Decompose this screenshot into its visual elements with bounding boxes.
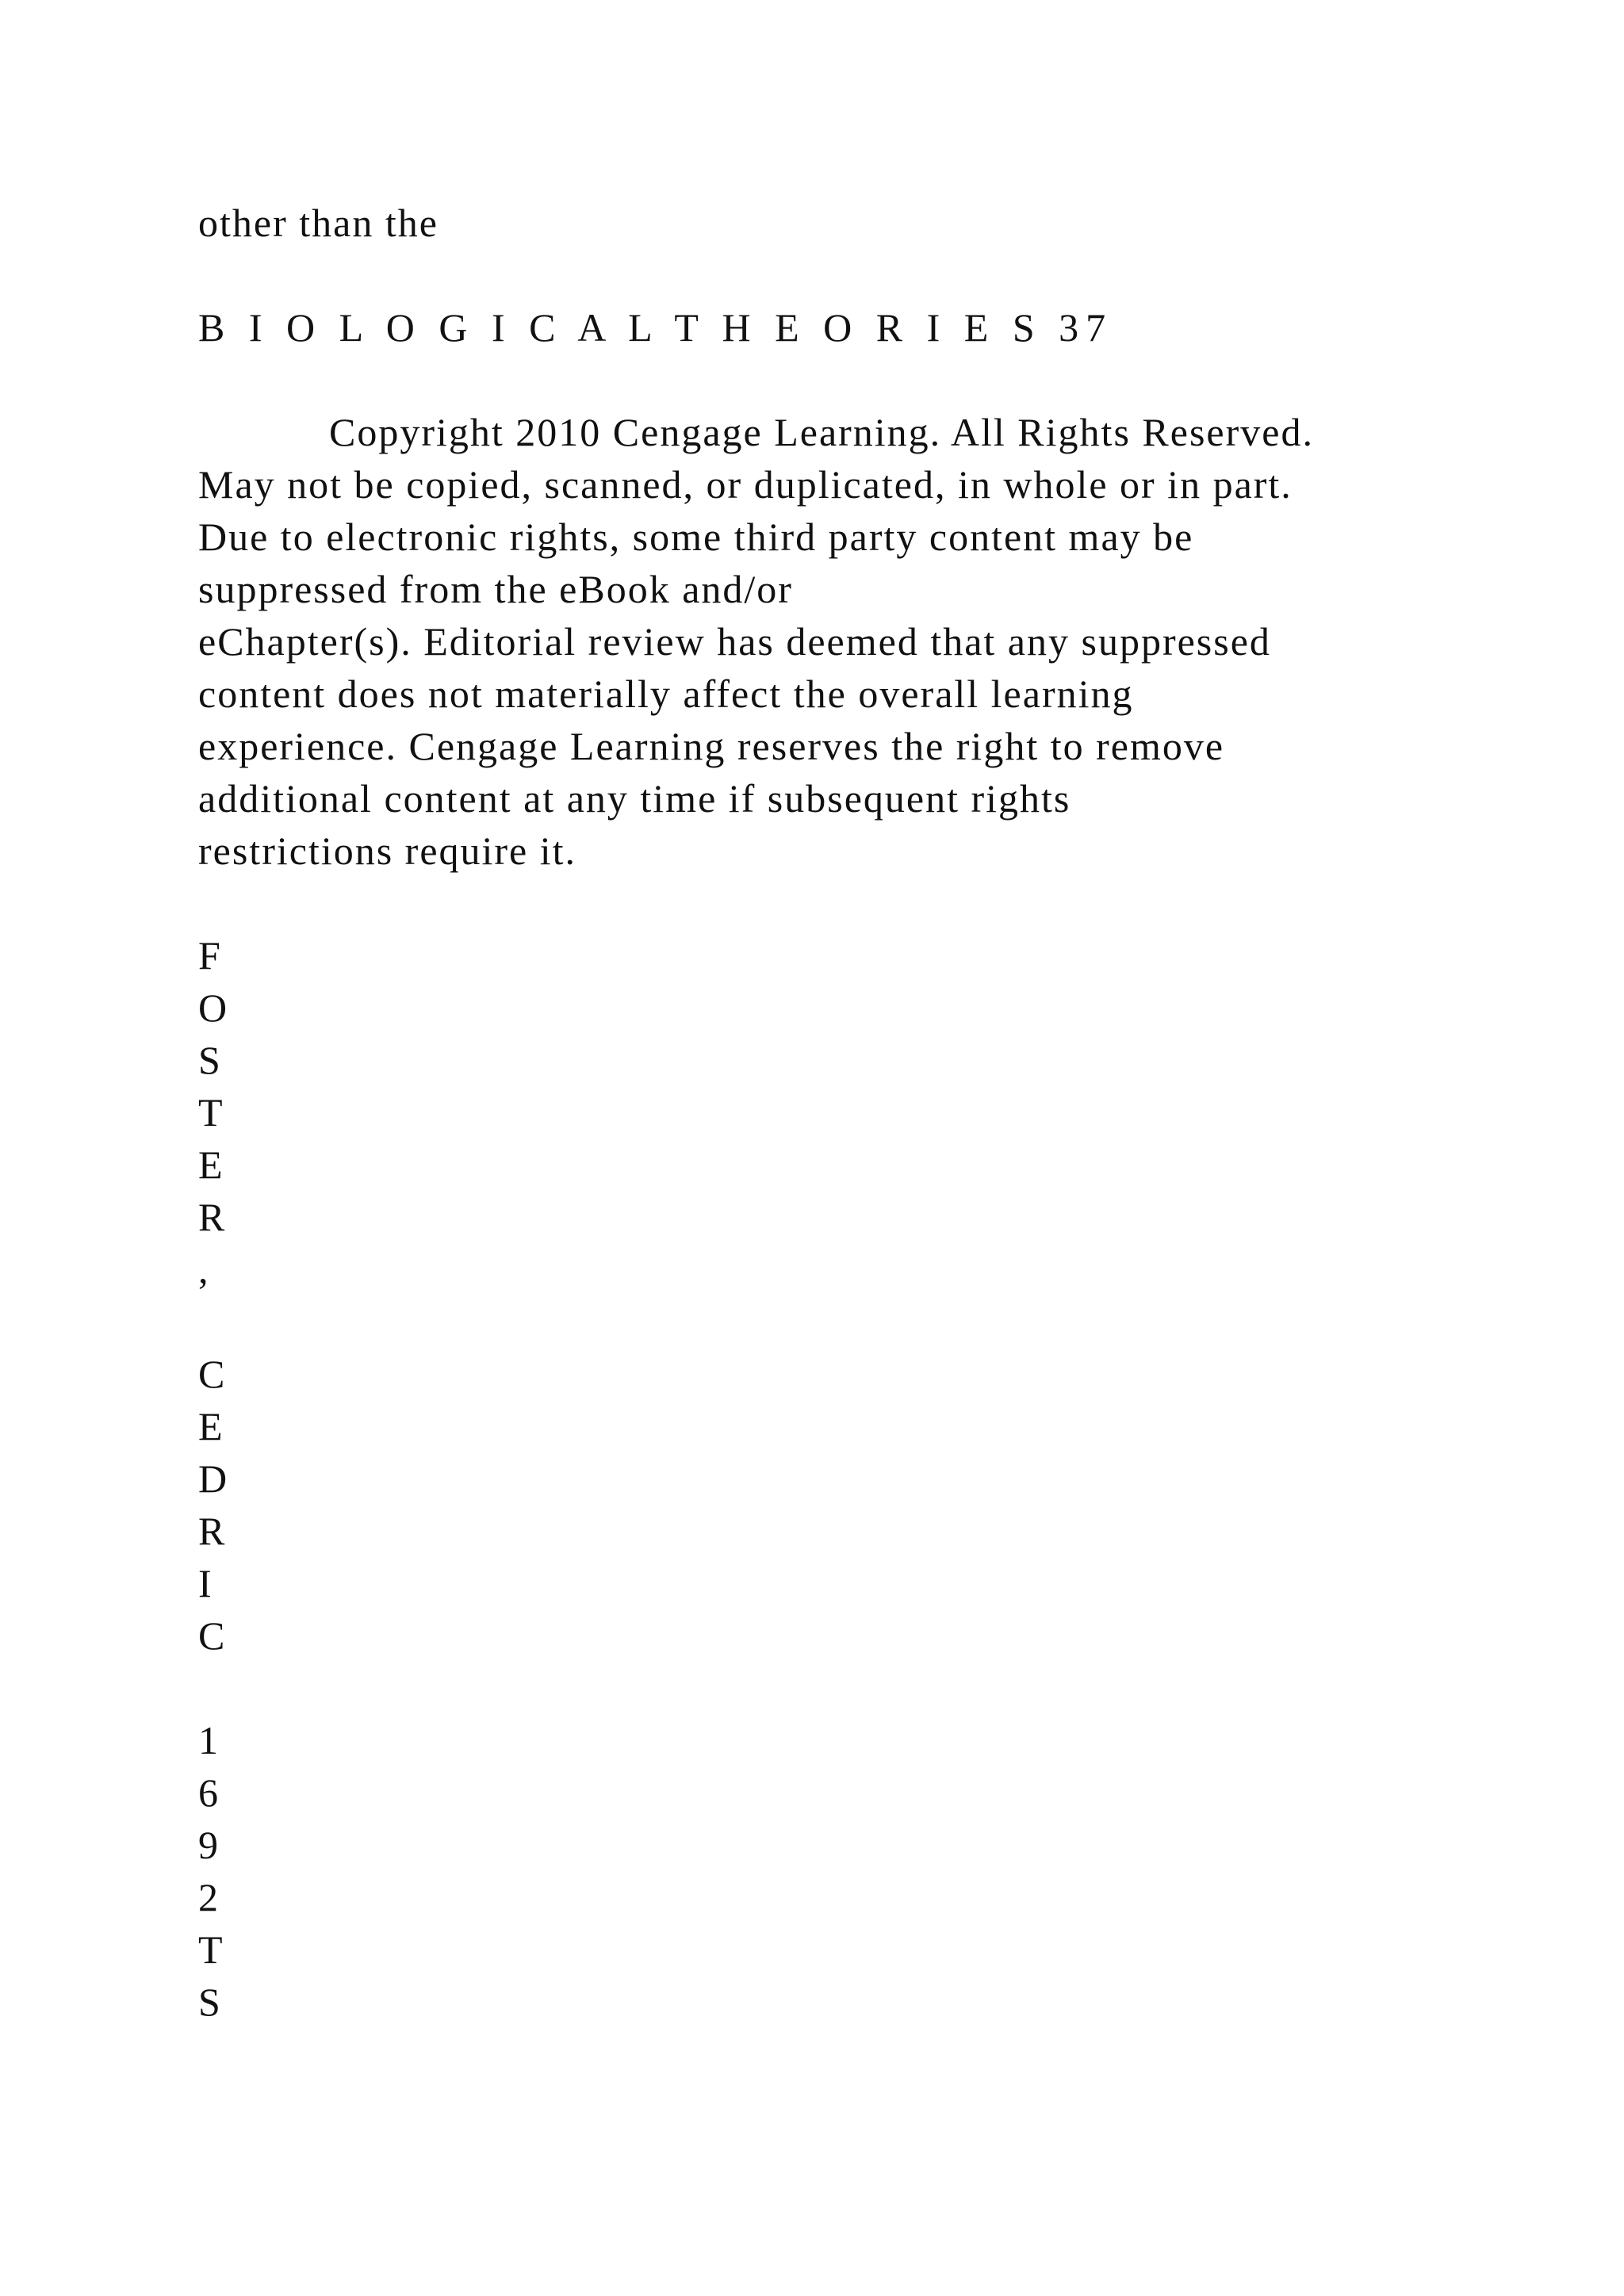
vertical-watermark-text	[198, 929, 228, 2028]
copyright-line: Due to electronic rights, some third party content may be	[198, 515, 1194, 559]
copyright-line: suppressed from the eBook and/or	[198, 567, 793, 611]
vertical-char: F	[198, 933, 222, 978]
vertical-char: E	[198, 1142, 224, 1187]
copyright-line: Copyright 2010 Cengage Learning. All Rights Reserved.	[329, 410, 1314, 454]
vertical-char: E	[198, 1404, 224, 1448]
vertical-char: T	[198, 1927, 224, 1972]
copyright-line: eChapter(s). Editorial review has deemed that any suppressed	[198, 619, 1271, 664]
vertical-char: S	[198, 1038, 222, 1082]
copyright-line: experience. Cengage Learning reserves the right to remove	[198, 724, 1225, 768]
running-header: B I O L O G I C A L T H E O R I E S 37	[198, 305, 1113, 350]
copyright-line: content does not materially affect the overall learning	[198, 672, 1134, 716]
copyright-notice	[198, 406, 1546, 877]
vertical-char: I	[198, 1561, 213, 1605]
vertical-char: C	[198, 1352, 227, 1396]
vertical-char: R	[198, 1509, 227, 1553]
copyright-line: restrictions require it.	[198, 828, 577, 873]
vertical-char: 1	[198, 1718, 220, 1762]
vertical-char: 6	[198, 1770, 220, 1815]
vertical-char: S	[198, 1980, 222, 2024]
vertical-char: 2	[198, 1875, 220, 1919]
copyright-line: May not be copied, scanned, or duplicated, in whole or in part.	[198, 462, 1293, 507]
vertical-char: ,	[198, 1247, 210, 1292]
copyright-line: additional content at any time if subsequent rights	[198, 776, 1071, 821]
vertical-char: C	[198, 1613, 227, 1658]
vertical-char: O	[198, 985, 229, 1030]
fragment-line: other than the	[198, 201, 439, 245]
vertical-char	[198, 1662, 228, 1714]
vertical-char: D	[198, 1456, 229, 1501]
vertical-char: 9	[198, 1823, 220, 1867]
vertical-char: T	[198, 1090, 224, 1135]
vertical-char	[198, 1295, 228, 1348]
vertical-char: R	[198, 1195, 227, 1239]
